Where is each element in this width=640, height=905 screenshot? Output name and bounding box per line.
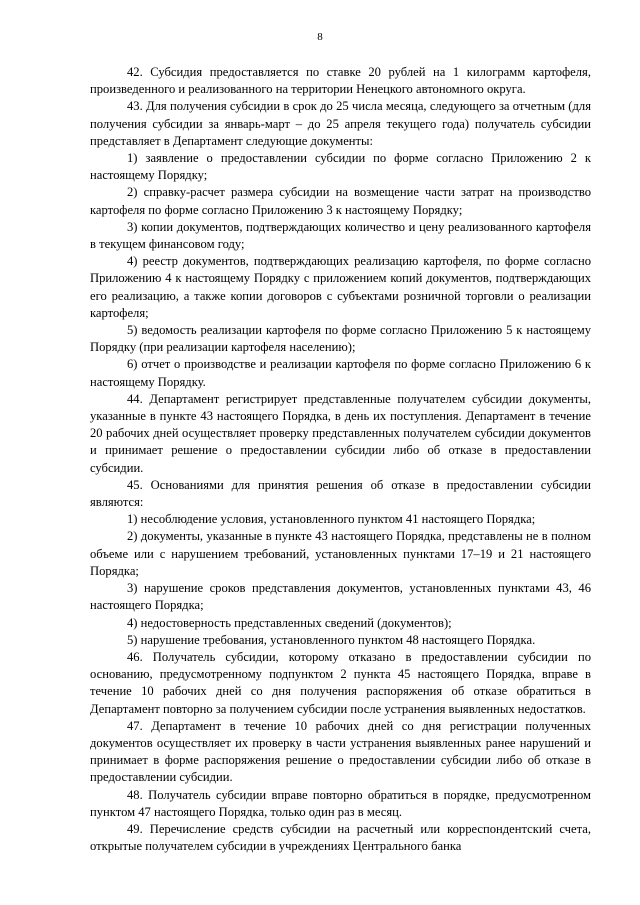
paragraph-45: 45. Основаниями для принятия решения об отказе в предоставлении субсидии являются: xyxy=(90,477,591,510)
document-body xyxy=(90,64,591,855)
list-item-45-4: 4) недостоверность представленных сведений (документов); xyxy=(127,615,452,630)
list-item-45-5: 5) нарушение требования, установленного пунктом 48 настоящего Порядка. xyxy=(127,632,536,647)
list-item-43-5: 5) ведомость реализации картофеля по форме согласно Приложению 5 к настоящему Порядку (при реализации картофеля населению); xyxy=(90,323,591,355)
paragraph-47: 47. Департамент в течение 10 рабочих дней со дня регистрации полученных документов осуществляет их проверку в части устранения выявленных ранее нарушений и принимает в форме распоряжения решение о предоставлении субсидии либо об отказе в предоставлении субсидии. xyxy=(90,718,591,785)
list-item-43-1: 1) заявление о предоставлении субсидии по форме согласно Приложению 2 к настоящему Порядку; xyxy=(90,151,591,183)
list-item-43-2: 2) справку-расчет размера субсидии на возмещение части затрат на производство картофеля по форме согласно Приложению 3 к настоящему Порядку; xyxy=(90,185,591,217)
paragraph-43: 43. Для получения субсидии в срок до 25 числа месяца, следующего за отчетным (для получения субсидии за январь-март – до 25 апреля текущего года) получатель субсидии представляет в Департамент следующие документы: xyxy=(90,99,591,148)
list-item-43-4: 4) реестр документов, подтверждающих реализацию картофеля, по форме согласно Приложению 4 к настоящему Порядку с приложением копий документов, подтверждающих его реализацию, а также копии договоров с субъектами розничной торговли о реализации картофеля; xyxy=(90,254,591,320)
list-item-43-6: 6) отчет о производстве и реализации картофеля по форме согласно Приложению 6 к настоящему Порядку. xyxy=(90,357,591,389)
paragraph-46: 46. Получатель субсидии, которому отказано в предоставлении субсидии по основанию, предусмотренному подпунктом 2 пункта 45 настоящего Порядка, вправе в течение 10 рабочих дней со дня получения распоряжения об отказе обратиться в Департамент повторно за получением субсидии после устранения выявленных недостатков. xyxy=(90,649,591,716)
paragraph-44: 44. Департамент регистрирует представленные получателем субсидии документы, указанные в пункте 43 настоящего Порядка, в день их поступления. Департамент в течение 20 рабочих дней осуществляет проверку представленных получателем субсидии документов и принимает решение о предоставлении субсидии либо об отказе в предоставлении субсидии. xyxy=(90,391,591,475)
page-number: 8 xyxy=(317,31,323,43)
paragraph-49: 49. Перечисление средств субсидии на расчетный или корреспондентский счета, открытые получателем субсидии в учреждениях Центрального банка xyxy=(90,821,591,854)
list-item-45-2: 2) документы, указанные в пункте 43 настоящего Порядка, представлены не в полном объеме или с нарушением требований, установленных пунктами 17–19 и 21 настоящего Порядка; xyxy=(90,529,591,578)
list-item-45-1: 1) несоблюдение условия, установленного пунктом 41 настоящего Порядка; xyxy=(127,512,536,527)
paragraph-42: 42. Субсидия предоставляется по ставке 20 рублей на 1 килограмм картофеля, произведенного и реализованного на территории Ненецкого автономного округа. xyxy=(90,65,591,97)
list-item-43-3: 3) копии документов, подтверждающих количество и цену реализованного картофеля в текущем финансовом году; xyxy=(90,219,591,252)
paragraph-48: 48. Получатель субсидии вправе повторно обратиться в порядке, предусмотренном пунктом 47 настоящего Порядка, только один раз в месяц. xyxy=(90,787,591,819)
list-item-45-3: 3) нарушение сроков представления документов, установленных пунктами 43, 46 настоящего Порядка; xyxy=(90,581,591,613)
